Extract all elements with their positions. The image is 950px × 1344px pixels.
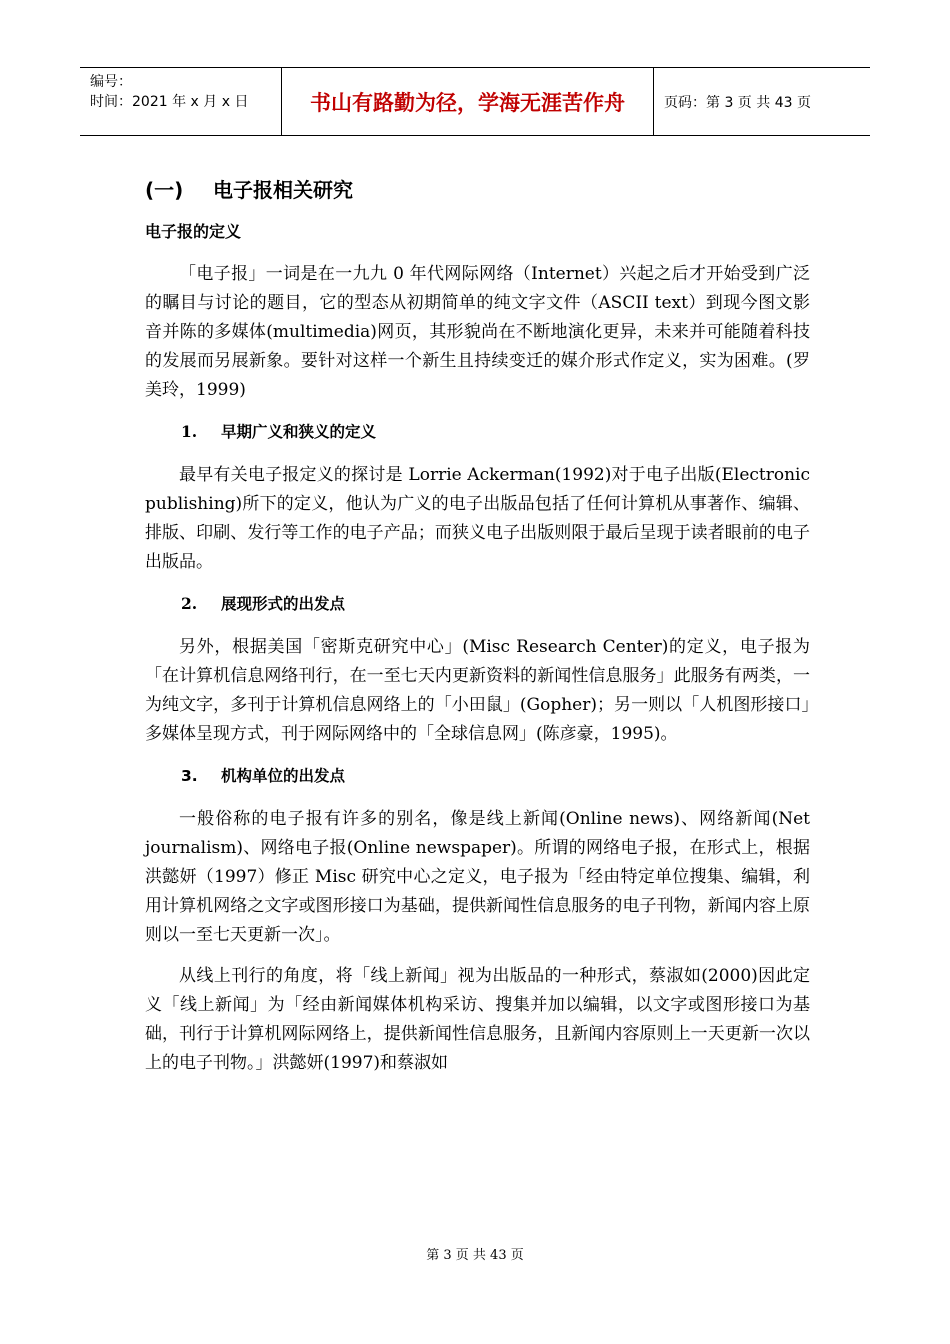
paragraph-3: 另外，根据美国「密斯克研究中心」(Misc Research Center)的定义，电子报为「在计算机信息网络刊行，在一至七天内更新资料的新闻性信息服务」此服务有两类，一为纯文字，多刊于计算机信息网络上的「小田鼠」(Gopher)；另一则以「人机图形接口」多媒体呈现方式，刊于网际网络中的「全球信息网」(陈彦豪，1995)。: [145, 637, 810, 744]
section-heading: [145, 168, 810, 212]
heading-text: 机构单位的出发点: [221, 767, 346, 785]
heading-institution: [181, 761, 810, 791]
heading-text: 展现形式的出发点: [221, 595, 346, 613]
heading-presentation-form: [181, 589, 810, 619]
page-header: [80, 67, 870, 136]
paragraph-5: 从线上刊行的角度，将「线上新闻」视为出版品的一种形式，蔡淑如(2000)因此定义「线上新闻」为「经由新闻媒体机构采访、搜集并加以编辑，以文字或图形接口为基础，刊行于计算机网际网络上，提供新闻性信息服务，且新闻内容原则上一天更新一次以上的电子刊物。」洪懿妍(1997)和蔡淑如: [145, 966, 810, 1073]
header-motto: 书山有路勤为径，学海无涯苦作舟: [282, 68, 654, 135]
paragraph-4: 一般俗称的电子报有许多的别名，像是线上新闻(Online news)、网络新闻(Net journalism)、网络电子报(Online newspaper)。所谓的网络电子报，在形式上，根据洪懿妍（1997）修正 Misc 研究中心之定义，电子报为「经由特定单位搜集、编辑，利用计算机网络之文字或图形接口为基础，提供新闻性信息服务的电子刊物，新闻内容上原则以一至七天更新一次」。: [145, 809, 810, 945]
header-page-info: 页码：第 3 页 共 43 页: [664, 94, 811, 111]
heading-text: 早期广义和狭义的定义: [221, 423, 377, 441]
heading-number: 2.: [181, 594, 198, 613]
heading-early-definition: [181, 417, 810, 447]
heading-number: 1.: [181, 422, 198, 441]
document-time: 时间：2021 年 x 月 x 日: [90, 94, 249, 110]
subsection-title: 电子报的定义: [145, 222, 242, 241]
section-number: (一): [145, 178, 184, 202]
page-footer: 第 3 页 共 43 页: [426, 1248, 524, 1263]
document-number-label: 编号：: [90, 74, 132, 90]
heading-number: 3.: [181, 767, 198, 785]
paragraph-2: 最早有关电子报定义的探讨是 Lorrie Ackerman(1992)对于电子出版(Electronic publishing)所下的定义，他认为广义的电子出版品包括了任何计算机从事著作、编辑、排版、印刷、发行等工作的电子产品；而狭义电子出版则限于最后呈现于读者眼前的电子出版品。: [145, 465, 810, 572]
paragraph-1: 「电子报」一词是在一九九 0 年代网际网络（Internet）兴起之后才开始受到广泛的瞩目与讨论的题目，它的型态从初期简单的纯文字文件（ASCII text）到现今图文影音并陈的多媒体(multimedia)网页，其形貌尚在不断地演化更异，未来并可能随着科技的发展而另展新象。要针对这样一个新生且持续变迁的媒介形式作定义，实为困难。(罗美玲，1999): [145, 264, 810, 400]
document-body: [145, 168, 810, 1090]
section-title: 电子报相关研究: [213, 178, 353, 202]
header-meta: [80, 68, 282, 135]
